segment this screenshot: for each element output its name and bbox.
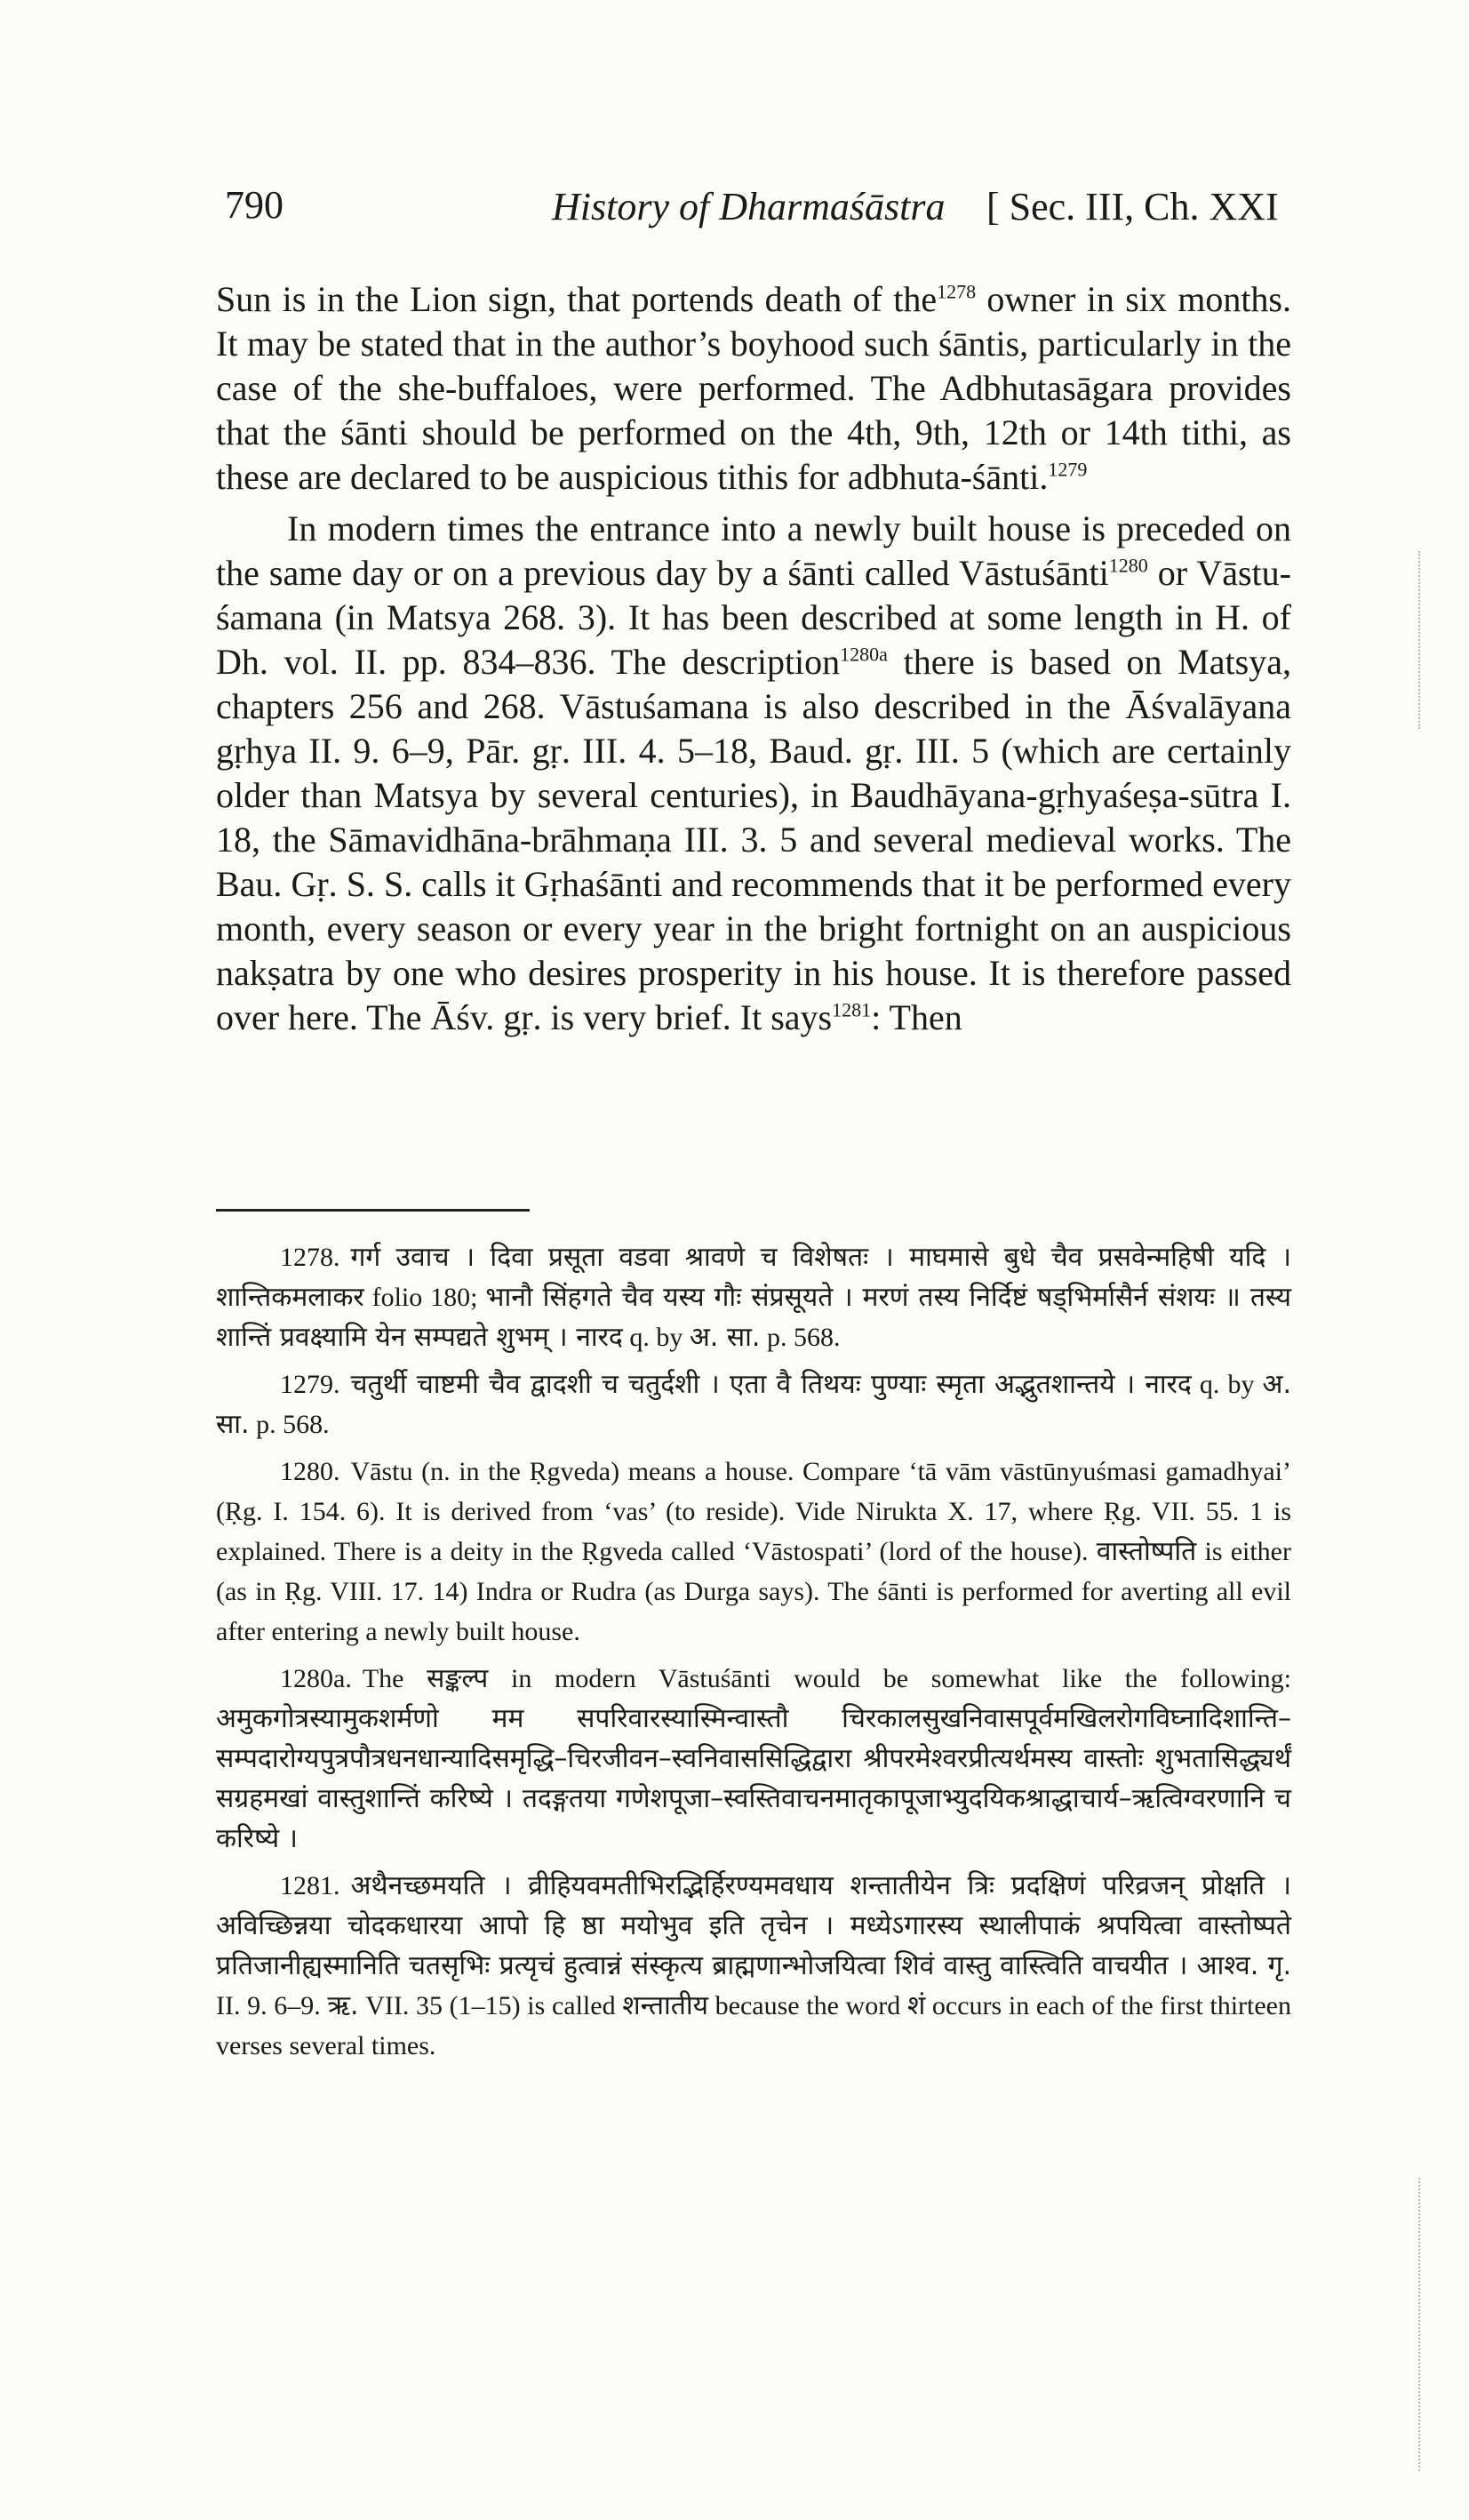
sanskrit-text: अमुकगोत्रस्यामुकशर्मणो मम सपरिवारस्यास्मिन्वास्तौ चिरकालसुखनिवासपूर्वमखिलरोगविघ्नादिशान्ति–सम्पदारोग्यपुत्रपौत्रधनधान्यादिसमृद्धि–चिरजीवन–स्वनिवाससिद्धिद्वारा श्रीपरमेश्वरप्रीत्यर्थमस्य वास्तोः शुभतासिद्ध्यर्थं सग्रहमखां वास्तुशान्तिं करिष्ये । तदङ्गतया गणेशपूजा–स्वस्तिवाचनमातृकापूजाभ्युदयिकश्राद्धाचार्य–ऋत्विग्वरणानि च करिष्ये ।: [216, 1703, 1291, 1854]
note-text: q. by: [622, 1323, 690, 1352]
sanskrit-text: ऋ.: [327, 1990, 359, 2021]
margin-mark: [1418, 2178, 1420, 2471]
footnote-1281: [216, 1866, 1291, 2066]
sanskrit-text: अ. सा.: [689, 1322, 761, 1353]
note-text: II. 9. 6–9.: [216, 1991, 328, 2020]
footnote-ref-1279[interactable]: 1279: [1048, 458, 1088, 481]
footnote-number: 1280a.: [280, 1664, 352, 1693]
p1-text-a: Sun is in the Lion sign, that portends death of the: [216, 279, 938, 319]
p1-text-b: owner in six months. It may be stated that in the author’s boyhood such śāntis, particularly in the case of the she-buffaloes, were performed. The Adbhutasāgara provides that the śānti should be performed on the 4th, 9th, 12th or 14th tithi, as these are declared to be auspicious tithis for adbhuta-śānti.: [216, 279, 1292, 497]
sanskrit-text: अ. सा.: [216, 1369, 1291, 1440]
footnote-ref-1278[interactable]: 1278: [937, 280, 977, 303]
sanskrit-text: अथैनच्छमयति । व्रीहियवमतीभिरद्भिर्हिरण्यमवधाय शन्तातीयेन त्रिः प्रदक्षिणं परिव्रजन् प्रोक्षति । अविच्छिन्नया चोदकधारया आपो हि ष्ठा मयोभुव इति तृचेन । मध्येऽगारस्य स्थालीपाकं श्रपयित्वा वास्तोष्पते प्रतिजानीह्यस्मानिति चतसृभिः प्रत्यृचं हुत्वान्नं संस्कृत्य ब्राह्मणान्भोजयित्वा शिवं वास्तु वास्त्विति वाचयीत । आश्व. गृ.: [216, 1870, 1291, 1981]
note-text: folio 180;: [363, 1283, 486, 1312]
p2-text-c: there is based on Matsya, chapters 256 and 268. Vāstuśamana is also described in the Āśvalāyana gṛhya II. 9. 6–9, Pār. gṛ. III. 4. 5–18, Baud. gṛ. III. 5 (which are certainly older than Matsya by several centuries), in Baudhāyana-gṛhyaśeṣa-sūtra I. 18, the Sāmavidhāna-brāhmaṇa III. 3. 5 and several medieval works. The Bau. Gṛ. S. S. calls it Gṛhaśānti and recommends that it be performed every month, every season or every year in the bright fortnight on an auspicious nakṣatra by one who desires prosperity in his house. It is therefore passed over here. The Āśv. gṛ. is very brief. It says: [216, 642, 1291, 1037]
note-text: in modern Vāstuśānti would be somewhat like the following:: [488, 1664, 1292, 1693]
sanskrit-text: चतुर्थी चाष्टमी चैव द्वादशी च चतुर्दशी । एता वै तिथयः पुण्याः स्मृता अद्भुतशान्तये । नारद: [350, 1369, 1192, 1400]
running-title: History of Dharmaśāstra: [552, 185, 946, 228]
page-number: 790: [225, 183, 283, 227]
footnote-divider: [216, 1209, 530, 1212]
sanskrit-text: शन्तातीय: [622, 1990, 709, 2021]
note-text: is either (as in Ṛg. VIII. 17. 14) Indra or Rudra (as Durga says). The śānti is performed for averting all evil after entering a newly built house.: [216, 1537, 1291, 1646]
note-text: because the word: [708, 1991, 907, 2020]
footnote-1280a: [216, 1659, 1291, 1859]
note-text: occurs in each of the first thirteen verses several times.: [216, 1991, 1291, 2060]
note-text: The: [362, 1664, 427, 1693]
footnote-number: 1281.: [280, 1871, 340, 1900]
main-text: [216, 277, 1291, 1040]
footnote-number: 1279.: [280, 1370, 340, 1399]
p2-text-a: In modern times the entrance into a newly built house is preceded on the same day or on a previous day by a śānti called Vāstuśānti: [216, 508, 1291, 593]
paragraph-2: [216, 507, 1291, 1040]
footnote-ref-1280a[interactable]: 1280a: [840, 643, 888, 666]
footnote-1279: [216, 1364, 1291, 1444]
sanskrit-text: वास्तोष्पति: [1096, 1536, 1197, 1567]
note-text: p. 568.: [249, 1410, 330, 1439]
footnotes: [216, 1237, 1291, 2073]
note-text: Vāstu (n. in the Ṛgveda) means a house. Compare ‘tā vām vāstūnyuśmasi gamadhyai’ (Ṛg. I. 154. 6). It is derived from ‘vas’ (to reside). Vide Nirukta X. 17, where Ṛg. VII. 55. 1 is explained. There is a deity in the Ṛgveda called ‘Vāstospati’ (lord of the house).: [216, 1457, 1291, 1566]
sanskrit-text: सङ्कल्प: [427, 1663, 489, 1694]
section-reference: [ Sec. III, Ch. XXI: [986, 185, 1279, 228]
sanskrit-text: गर्ग उवाच । दिवा प्रसूता वडवा श्रावणे च विशेषतः । माघमासे बुधे चैव प्रसवेन्महिषी यदि । शान्तिकमलाकर: [216, 1242, 1291, 1313]
note-text: p. 568.: [760, 1323, 841, 1352]
footnote-number: 1280.: [280, 1457, 340, 1486]
footnote-ref-1280[interactable]: 1280: [1108, 554, 1148, 577]
note-text: q. by: [1191, 1370, 1263, 1399]
footnote-1280: [216, 1452, 1291, 1652]
p2-text-d: : Then: [871, 997, 962, 1037]
margin-mark: [1418, 551, 1420, 729]
note-text: VII. 35 (1–15) is called: [358, 1991, 623, 2020]
sanskrit-text: भानौ सिंहगते चैव यस्य गौः संप्रसूयते । मरणं तस्य निर्दिष्टं षड्भिर्मासैर्न संशयः ॥ तस्य शान्तिं प्रवक्ष्यामि येन सम्पद्यते शुभम् । नारद: [216, 1282, 1291, 1353]
sanskrit-text: शं: [906, 1990, 926, 2021]
paragraph-1: [216, 277, 1291, 500]
page-header: [225, 182, 1291, 244]
p2-text-b: or Vāstu-śamana (in Matsya 268. 3). It has been described at some length in H. of Dh. vol. II. pp. 834–836. The description: [216, 553, 1291, 682]
footnote-number: 1278.: [280, 1243, 340, 1272]
footnote-ref-1281[interactable]: 1281: [832, 998, 872, 1021]
footnote-1278: [216, 1237, 1291, 1357]
